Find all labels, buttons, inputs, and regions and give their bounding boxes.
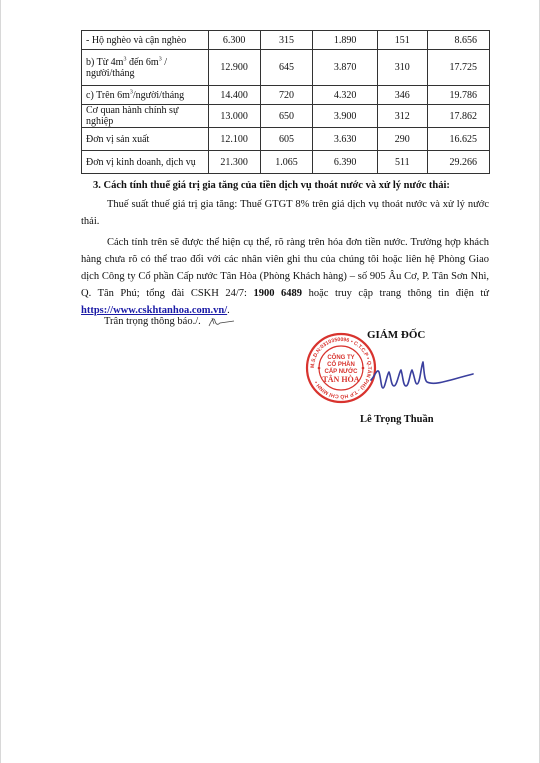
cell-vat: 3.870 [313, 50, 377, 86]
table-row [82, 86, 490, 105]
cell-tax-fee: 151 [377, 31, 427, 50]
handwritten-signature [369, 358, 477, 398]
company-stamp [305, 332, 377, 404]
table-row [82, 50, 490, 86]
superscript: 3 [123, 56, 127, 63]
cell-total: 8.656 [427, 31, 489, 50]
stamp-star-left [318, 367, 321, 370]
website-link[interactable]: https://www.cskhtanhoa.com.vn/ [81, 305, 228, 316]
table-row [82, 151, 490, 174]
cell-vat: 3.630 [313, 128, 377, 151]
stamp-line-1: CÔNG TY [327, 355, 355, 361]
label-prefix: c) Trên 6m [86, 89, 130, 101]
stamp-star-right [362, 367, 365, 370]
vat-rate-paragraph: Thuế suất thuế giá trị gia tăng: Thuế GTGT 8% trên giá dịch vụ thoát nước và xử lý nước thải. [81, 199, 489, 227]
table-row [82, 31, 490, 50]
row-label: Đơn vị kinh doanh, dịch vụ [82, 151, 209, 174]
contact-text: Cách tính trên sẽ được thể hiện cụ thể, rõ ràng trên hóa đơn tiền nước. Trường hợp khách hàng chưa rõ có thể trao đổi với các nhân viên ghi thu của chúng tôi hoặc liên hệ Phòng Giao dịch Công ty Cổ phần Cấp nước Tân Hòa (Phòng Khách hàng) – số 905 Âu Cơ, P. Tân Sơn Nhì, Q. Tân Phú; tổng đài CSKH 24/7: [81, 237, 489, 299]
cell-tax-fee: 511 [377, 151, 427, 174]
closing-line [104, 316, 201, 327]
cell-fee: 650 [260, 105, 313, 128]
cell-price: 12.900 [208, 50, 260, 86]
contact-text-2: hoặc truy cập trang thông tin điện tử [302, 288, 489, 299]
tariff-table [81, 30, 490, 174]
cell-total: 16.625 [427, 128, 489, 151]
row-label: Cơ quan hành chính sự nghiệp [82, 105, 209, 128]
closing-text: Trân trọng thông báo./. [104, 316, 201, 327]
row-label [82, 86, 209, 105]
hotline-number: 1900 6489 [253, 288, 303, 299]
signature-title: GIÁM ĐỐC [367, 329, 426, 341]
row-label [82, 50, 209, 86]
cell-tax-fee: 290 [377, 128, 427, 151]
stamp-line-2: CỔ PHẦN [327, 362, 355, 368]
cell-price: 13.000 [208, 105, 260, 128]
cell-price: 14.400 [208, 86, 260, 105]
stamp-ring-text: M.S.D.N:0310350096 • C.T.C.P • Q.TÂN PHÚ - T.P HỒ CHÍ MINH • [309, 336, 373, 400]
table-row [82, 128, 490, 151]
cell-vat: 4.320 [313, 86, 377, 105]
table-row [82, 105, 490, 128]
superscript: 3 [129, 89, 133, 96]
cell-price: 6.300 [208, 31, 260, 50]
row-label: - Hộ nghèo và cận nghèo [82, 31, 209, 50]
cell-total: 19.786 [427, 86, 489, 105]
cell-tax-fee: 346 [377, 86, 427, 105]
cell-tax-fee: 310 [377, 50, 427, 86]
cell-tax-fee: 312 [377, 105, 427, 128]
cell-vat: 3.900 [313, 105, 377, 128]
label-mid: đến 6m [126, 56, 159, 68]
section-3-title: 3. Cách tính thuế giá trị gia tăng của tiền dịch vụ thoát nước và xử lý nước thải: [93, 180, 450, 191]
label-suffix: /người/tháng [132, 89, 185, 101]
stamp-outer-ring [307, 334, 375, 402]
cell-total: 29.266 [427, 151, 489, 174]
contact-text-end: . [227, 305, 230, 316]
cell-vat: 1.890 [313, 31, 377, 50]
cell-fee: 720 [260, 86, 313, 105]
label-line2: người/tháng [86, 67, 135, 79]
label-suffix: / [161, 56, 167, 68]
cell-fee: 645 [260, 50, 313, 86]
cell-total: 17.862 [427, 105, 489, 128]
initial-mark [206, 315, 236, 329]
superscript: 3 [158, 56, 162, 63]
cell-total: 17.725 [427, 50, 489, 86]
cell-price: 12.100 [208, 128, 260, 151]
row-label: Đơn vị sản xuất [82, 128, 209, 151]
contact-paragraph [81, 234, 489, 319]
cell-fee: 605 [260, 128, 313, 151]
stamp-line-4: TÂN HÒA [322, 375, 360, 384]
cell-price: 21.300 [208, 151, 260, 174]
stamp-line-3: CẤP NƯỚC [324, 369, 358, 375]
cell-vat: 6.390 [313, 151, 377, 174]
cell-fee: 315 [260, 31, 313, 50]
signer-name: Lê Trọng Thuần [360, 414, 434, 425]
label-prefix: b) Từ 4m [86, 56, 124, 68]
cell-fee: 1.065 [260, 151, 313, 174]
